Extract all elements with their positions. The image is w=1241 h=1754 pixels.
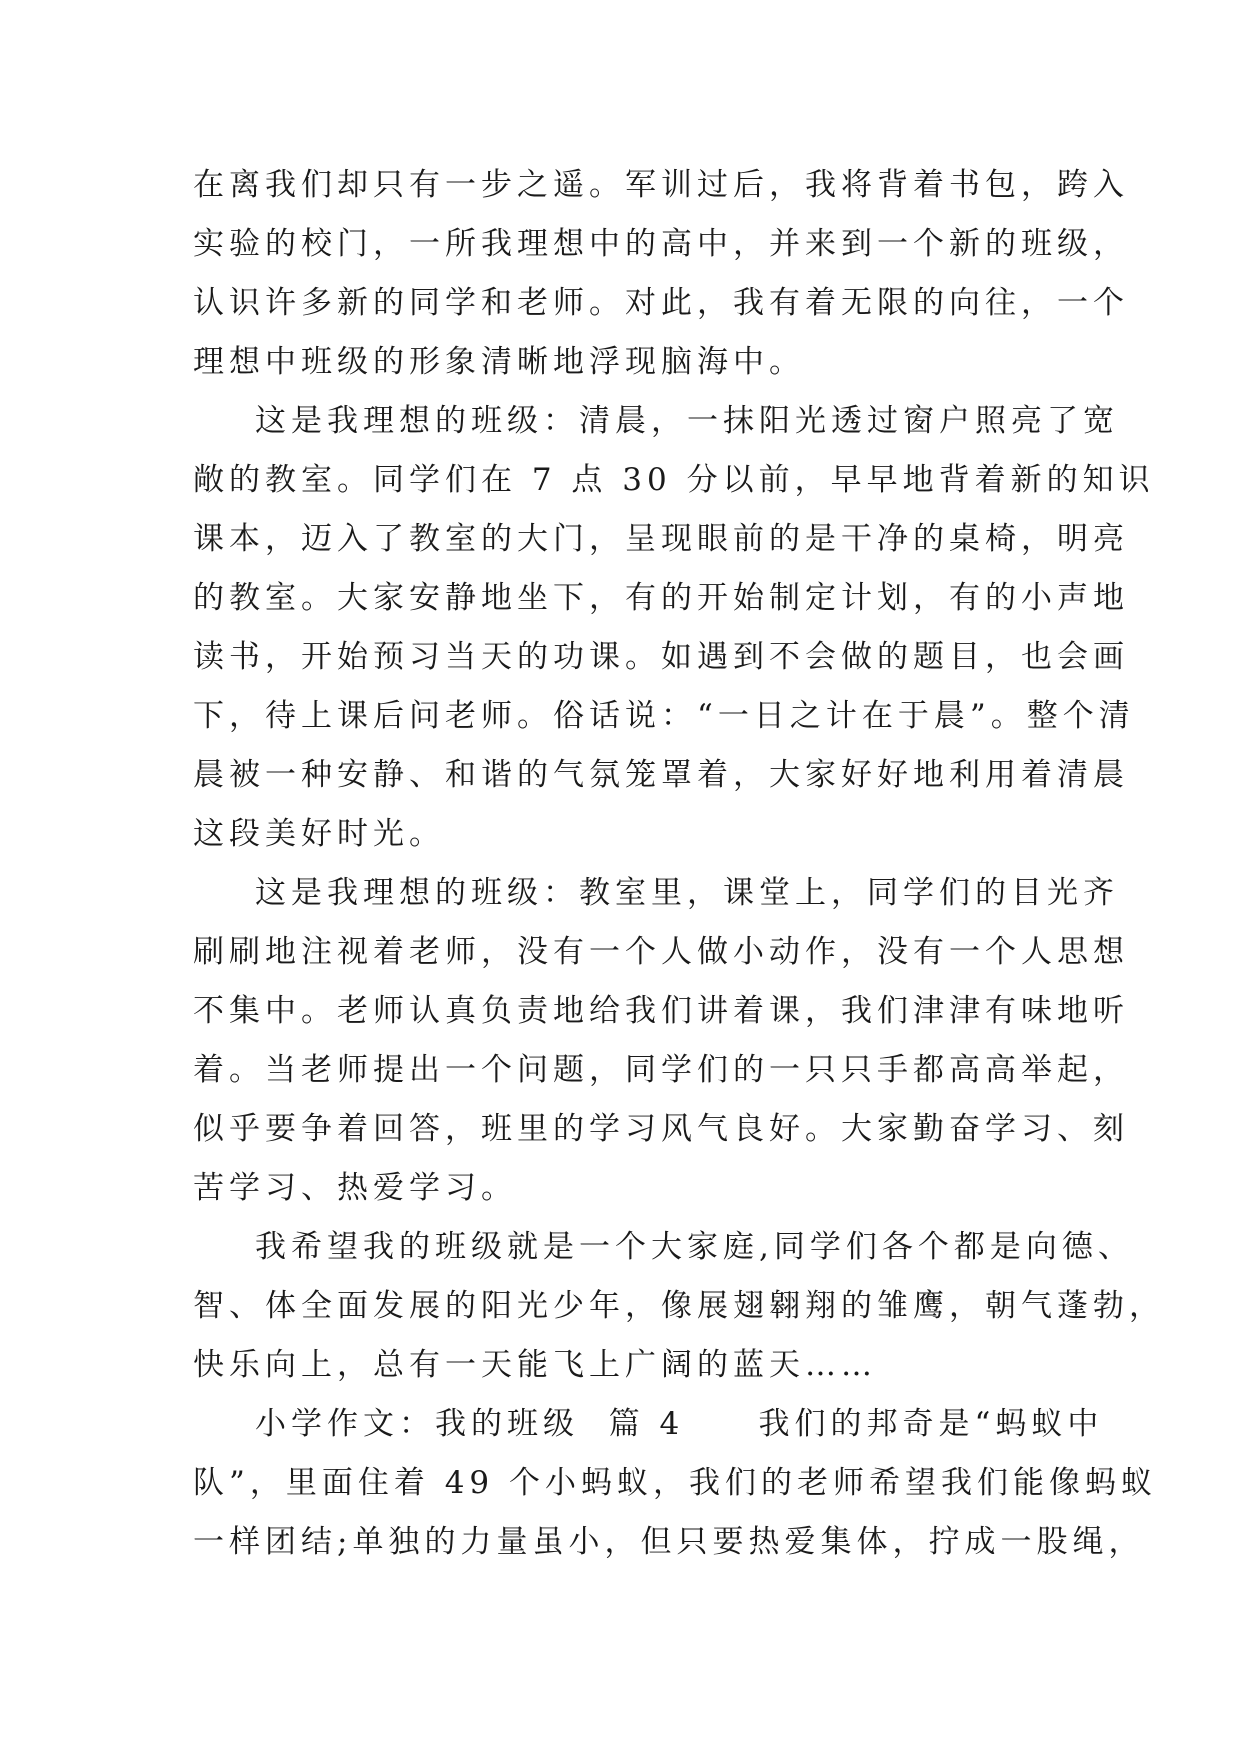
text-line: 敞的教室。同学们在 7 点 30 分以前，早早地背着新的知识	[193, 462, 1155, 498]
text-line: 智、体全面发展的阳光少年，像展翅翱翔的雏鹰，朝气蓬勃，	[193, 1288, 1165, 1324]
text-line: 快乐向上，总有一天能飞上广阔的蓝天……	[193, 1347, 877, 1383]
text-line: 苦学习、热爱学习。	[193, 1170, 517, 1206]
text-line: 队”，里面住着 49 个小蚂蚁，我们的老师希望我们能像蚂蚁	[193, 1465, 1157, 1501]
text-line: 认识许多新的同学和老师。对此，我有着无限的向往，一个	[193, 285, 1129, 321]
text-line: 读书，开始预习当天的功课。如遇到不会做的题目，也会画	[193, 639, 1129, 675]
paragraph-first-line: 这是我理想的班级：教室里，课堂上，同学们的目光齐	[255, 875, 1119, 911]
text-line: 不集中。老师认真负责地给我们讲着课，我们津津有味地听	[193, 993, 1129, 1029]
paragraph-first-line: 我希望我的班级就是一个大家庭,同学们各个都是向德、	[255, 1229, 1134, 1265]
text-line: 课本，迈入了教室的大门，呈现眼前的是干净的桌椅，明亮	[193, 521, 1129, 557]
text-line: 着。当老师提出一个问题，同学们的一只只手都高高举起，	[193, 1052, 1129, 1088]
text-line: 理想中班级的形象清晰地浮现脑海中。	[193, 344, 805, 380]
text-line: 一样团结;单独的力量虽小，但只要热爱集体，拧成一股绳，	[193, 1524, 1145, 1560]
text-line: 下，待上课后问老师。俗话说：“一日之计在于晨”。整个清	[193, 698, 1135, 734]
text-line: 的教室。大家安静地坐下，有的开始制定计划，有的小声地	[193, 580, 1129, 616]
text-line: 晨被一种安静、和谐的气氛笼罩着，大家好好地利用着清晨	[193, 757, 1129, 793]
text-line: 这段美好时光。	[193, 816, 445, 852]
body-text	[193, 156, 1165, 1572]
text-line: 似乎要争着回答，班里的学习风气良好。大家勤奋学习、刻	[193, 1111, 1129, 1147]
paragraph-first-line: 这是我理想的班级：清晨，一抹阳光透过窗户照亮了宽	[255, 403, 1119, 439]
text-line: 刷刷地注视着老师，没有一个人做小动作，没有一个人思想	[193, 934, 1129, 970]
text-line: 实验的校门，一所我理想中的高中，并来到一个新的班级，	[193, 226, 1129, 262]
section-heading-line: 小学作文：我的班级 篇 4 我们的邦奇是“蚂蚁中	[255, 1406, 1104, 1442]
text-line: 在离我们却只有一步之遥。军训过后，我将背着书包，跨入	[193, 167, 1129, 203]
